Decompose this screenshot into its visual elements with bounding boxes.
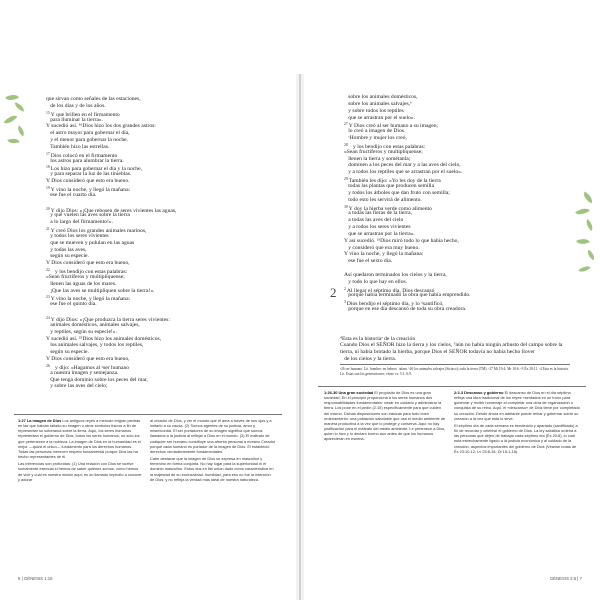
verse-text: que sirvan como señales de las estaciones,	[46, 96, 141, 102]
verse-text: a todas las fieras de la tierra,	[344, 210, 413, 217]
commentary-body: El descanso de Dios en el día séptimo refleja una idea tradicional de los reyes «sentados en un trono para gobernar y recibir homenaje al completar una obra de organización o conquista de su reino. Aquí, el «descanso» de Dios tiene por completado su creación. Desde ahora en adelante puede reinar y gobernar sobre su creación a la vez que esta lo sirve.	[454, 390, 580, 421]
leaf-icon	[5, 91, 19, 103]
verse-text: Y Dios consideró que esto era bueno.	[46, 178, 130, 185]
verse-text: Y que brillen en el firmamento	[50, 111, 120, 118]
verse-line	[344, 217, 471, 224]
page-folio: 6 | GÉNESIS 1:15	[18, 576, 53, 581]
verse-number: 29	[344, 177, 348, 182]
verse-number: 28	[344, 142, 348, 147]
commentary-column-2	[454, 390, 580, 456]
verse-text: Los hizo para gobernar el día y la noche,	[50, 166, 142, 173]
verse-text: Dios bendijo el séptimo día, y lo ᵈsantificó,	[346, 301, 444, 308]
verse-text: Y así sucedió. ³¹Dios miró todo lo que había hecho,	[344, 237, 459, 244]
leaf-icon	[13, 102, 25, 111]
verse-line	[46, 342, 176, 349]
verse-line	[344, 121, 471, 128]
verse-text: el astro mayor para gobernar el día,	[46, 130, 130, 137]
commentary-rule	[318, 386, 586, 387]
verse-text: y a todos los reptiles que se arrastran por el suelo».	[344, 169, 463, 176]
verse-text: a todas las aves del cielo	[344, 217, 404, 224]
verse-line	[46, 253, 176, 260]
commentary-paragraph	[18, 418, 142, 459]
verse-number: 23	[46, 295, 50, 300]
verse-text: También hizo las estrellas.	[46, 143, 110, 150]
commentary-column-1	[324, 390, 446, 444]
verse-line	[344, 231, 471, 238]
verse-text: También les dijo: «Yo les doy de la tierra	[348, 178, 441, 185]
verse-text: Y Dios consideró que esto era bueno,	[46, 260, 130, 267]
verse-line	[46, 356, 176, 363]
verse-text: Dios colocó en el firmamento	[50, 152, 118, 159]
verse-text: y sobre todos los reptiles	[344, 107, 404, 114]
verse-line	[344, 279, 471, 286]
verse-text: ese fue el quinto día.	[46, 301, 97, 308]
verse-block	[344, 94, 471, 313]
verse-text: animales domésticos, animales salvajes,	[46, 321, 140, 328]
leaf-icon	[15, 125, 27, 136]
verse-text: todas las plantas que producen semilla	[344, 182, 435, 189]
verse-number: 26	[46, 363, 50, 368]
verse-text: porque había terminado la obra que había emprendido.	[344, 292, 471, 299]
verse-number: 19	[46, 185, 50, 190]
verse-text: y reptiles, según su especie!».	[46, 328, 117, 335]
leaf-icon	[578, 263, 590, 275]
verse-block	[46, 96, 176, 390]
verse-line	[344, 224, 471, 231]
verse-line	[344, 149, 471, 156]
verse-text: ᶜHombre y mujer los creó,	[344, 135, 407, 142]
verse-text: dominen a los peces del mar y a las aves del cielo,	[344, 162, 461, 169]
commentary-body: Las inferencias son profundas: (1) Una relación con Dios se vuelve sumamente esencial si hemos de saber quiénes somos, cómo hemos de vivir y cuál es nuestra misión aquí; es un llamado implícito a conocer y adorar	[18, 461, 142, 482]
intro-line: de los cielos y la tierra.	[340, 356, 397, 363]
vine-illustration	[574, 194, 600, 284]
verse-number: 18	[46, 165, 50, 170]
verse-number: 21	[46, 227, 50, 232]
intro-line: ⁴Esta es la historiaᵉ de la creación	[340, 335, 416, 342]
verse-text: que se mueven y pululan en las aguas	[46, 239, 135, 246]
verse-line	[344, 115, 471, 122]
commentary-paragraph	[454, 423, 580, 454]
leaf-icon	[575, 205, 590, 218]
verse-line	[344, 265, 471, 272]
verse-text: que se arrastran por el suelo».	[344, 114, 415, 121]
verse-line	[46, 288, 176, 295]
leaf-icon	[583, 219, 595, 231]
verse-line	[344, 162, 471, 169]
verse-line	[46, 178, 176, 185]
verse-line	[46, 240, 176, 247]
verse-text: Que tenga dominio sobre los peces del mar,	[46, 376, 148, 383]
verse-line	[46, 370, 176, 377]
verse-number: 30	[344, 204, 348, 209]
verse-line	[344, 135, 471, 142]
verse-text: sobre los animales domésticos,	[344, 94, 418, 100]
verse-line	[46, 349, 176, 356]
verse-text: de los días y de los años.	[46, 102, 106, 109]
verse-text: y a todos los seres vivientes	[344, 224, 411, 231]
verse-text: Y vino la noche, y llegó la mañana:	[50, 296, 131, 303]
verse-number: 2	[344, 286, 346, 291]
gutter-fold	[299, 74, 301, 600]
verse-text: y sobre las aves del cielo;	[46, 383, 108, 390]
verse-line	[46, 185, 176, 192]
commentary-paragraph	[324, 390, 446, 442]
verse-text: Y creó Dios los grandes animales marinos,	[50, 228, 147, 235]
verse-line	[344, 299, 471, 306]
verse-line	[344, 197, 471, 204]
verse-line	[46, 315, 176, 322]
verse-line	[344, 286, 471, 293]
verse-text: «Sean fructíferos y multiplíquense;	[46, 273, 125, 280]
verse-line	[46, 158, 176, 165]
verse-line	[344, 176, 471, 183]
verse-text: y que vuelen las aves sobre la tierra	[46, 212, 130, 219]
verse-text: Y doy la hierba verde como alimento	[348, 205, 432, 212]
commentary-paragraph	[150, 456, 276, 482]
verse-text: los astros para alumbrar la tierra.	[46, 157, 124, 164]
verse-line	[46, 130, 176, 137]
verse-text: y dijo: «Hagamos al ᵃser humano	[50, 364, 130, 371]
verse-text: Al llegar el séptimo día, Dios descansó	[346, 287, 435, 294]
verse-text: y todo lo que hay en ellos.	[344, 278, 408, 285]
verse-text: para iluminar la tierra».	[46, 116, 103, 123]
verse-number: 15	[46, 110, 50, 115]
verse-line	[46, 171, 176, 178]
verse-text: Y sucedió así. ²⁵Dios hizo los animales domésticos,	[46, 335, 162, 342]
verse-line	[344, 190, 471, 197]
verse-text: Y vino la noche, y llegó la mañana:	[50, 186, 131, 193]
verse-number: 3	[344, 300, 346, 305]
verse-text: y los bendijo con estas palabras:	[348, 143, 426, 150]
leaf-icon	[7, 136, 19, 145]
commentary-body: al creador de Dios, y ver el mundo que él ama a través de sus ojos y a imitarlo a su causa. (2) Somos agentes de su justicia, amor y misericordia. El ser portadores de su imagen significa que somos llamados a la justicia al reflejar a Dios en el mundo. (3) El maltrato de cualquier ser humano constituye una afrenta personal a nuestro Creador porque cada humano es portador de la imagen de Dios. Él estableció derechos verdaderamente fundamentales.	[150, 418, 276, 454]
verse-text: y los bendijo con estas palabras:	[50, 269, 128, 276]
verse-line	[46, 226, 176, 233]
verse-text: que se arrastran por la tierra».	[344, 230, 415, 237]
top-background	[0, 0, 600, 74]
commentary-column-1	[18, 418, 142, 484]
left-page	[0, 74, 296, 600]
commentary-heading: 1:27 La imagen de Dios	[18, 418, 62, 423]
verse-line	[344, 156, 471, 163]
verse-line	[46, 247, 176, 254]
verse-text: Y Dios consideró que esto era bueno,	[46, 356, 130, 363]
verse-text: Y dijo Dios: «¡Que produzca la tierra seres vivientes:	[50, 317, 170, 323]
footnotes: ᵃ26 ser humano. Lit. hombre; en hebreo ʾadam. ᵇ26 los animales salvajes (Siríaco); toda la tierra (TM). ᶜ27 Mt 19:4; Mr 10:6. ᵈ3 Éx 20:11. ᵉ4 Esta es la historia. Lit. Estas son las generaciones; véase vv. 5:1; 6:9.	[340, 367, 569, 376]
verse-line	[344, 108, 471, 115]
book-gutter	[296, 74, 304, 600]
verse-text: Así quedaron terminados los cielos y la tierra,	[344, 271, 447, 278]
verse-number: 27	[344, 122, 348, 127]
verse-text: lo creó a imagen de Dios.	[344, 128, 406, 135]
verse-line	[46, 199, 176, 206]
verse-line	[46, 219, 176, 226]
verse-text: y el menor para gobernar la noche.	[46, 137, 129, 144]
verse-line	[46, 308, 176, 315]
verse-line	[46, 151, 176, 158]
verse-line	[46, 329, 176, 336]
verse-text: sobre los animales salvajes,ᵇ	[344, 100, 412, 107]
verse-text: Y dijo Dios: «¡Que rebosen de seres vivientes las aguas,	[50, 207, 177, 214]
verse-line	[46, 377, 176, 384]
leaf-icon	[4, 112, 18, 126]
verse-line	[344, 169, 471, 176]
verse-text: llenen las aguas de los mares.	[46, 280, 117, 287]
commentary-body: El propósito de Dios es una gran sociedad. En el principio proporciona a los seres humanos dos responsabilidades fundamentales: cesar en cuidado y administrar la tierra. Los pone en el jardín (2:15) específicamente para que cuiden del mismo. Dichas disposiciones son básicas para todo buen ordenamiento: una población saludable que usa el medio ambiente de manera productiva a la vez que lo protege y conserva. Aquí no hay justificación para el maltrato del medio ambiente. Le pertenece a Dios, quien lo hizo y lo declaró bueno aun antes de que los humanos aparecieran en escena.	[324, 390, 446, 442]
verse-text: y consideró que era muy bueno.	[344, 244, 420, 251]
verse-line	[344, 94, 471, 101]
verse-line	[46, 336, 176, 343]
commentary-body: El séptimo día de cada semana es bendecido y apartado (santificado) a fin de recordar y celebrar el gobierno de Dios. La ley sabática ordena a las personas que dejen de trabajar cada séptimo día (Éx 20:8), lo cual está estrechamente ligado a la justicia económica y al cuidado de la creación, aspectos importantes del gobierno de Dios (Véanse notas de Éx 23:10-12; Lv 25:8-34; Dt 15:1-18).	[454, 422, 578, 454]
verse-line	[46, 363, 176, 370]
commentary-rule	[14, 414, 282, 415]
vine-illustration	[0, 94, 30, 174]
leaf-icon	[581, 191, 595, 203]
verse-line	[46, 103, 176, 110]
verse-line	[46, 267, 176, 274]
commentary-column-2	[150, 418, 276, 484]
verse-text: ese fue el sexto día.	[344, 258, 393, 265]
verse-number: 22	[46, 268, 50, 273]
verse-line	[46, 96, 176, 103]
verse-text: ese fue el cuarto día.	[46, 191, 97, 198]
verse-number: 17	[46, 151, 50, 156]
chapter-number: 2	[330, 285, 337, 300]
verse-text: Y Dios creó al ser humano a su imagen;	[348, 123, 439, 130]
verse-line	[46, 274, 176, 281]
verse-line	[46, 383, 176, 390]
commentary-body: Cabe destacar que la imagen de Dios se expresa en masculino y femenino en forma conjunta. No hay lugar para la superioridad ni el dominio masculino. Estos dos en fiel unión dado como característica en la majestad de su exclusividad, humildad, para eso no fue la intención de Dios, y no refleja la verdad más ideal de nuestra naturaleza.	[150, 456, 274, 482]
verse-line	[46, 110, 176, 117]
commentary-paragraph	[18, 461, 142, 482]
verse-line	[344, 245, 471, 252]
verse-line	[344, 101, 471, 108]
verse-number: 24	[46, 316, 50, 320]
leaf-icon	[585, 250, 597, 261]
verse-line	[46, 260, 176, 267]
commentary-heading: 2:2-3 Descanso y gobierno	[454, 390, 504, 395]
verse-text: según su especie.	[46, 349, 89, 356]
verse-line	[344, 258, 471, 265]
footnote-rule	[340, 364, 570, 365]
verse-line	[344, 210, 471, 217]
leaf-icon	[576, 236, 590, 247]
verse-text: los animales salvajes, y todos los reptiles,	[46, 342, 144, 349]
verse-line	[46, 164, 176, 171]
verse-text: Y sucedió así. ¹⁶Dios hizo los dos grandes astros:	[46, 123, 156, 130]
verse-text: Y vino la noche, y llegó la mañana:	[344, 251, 424, 258]
page-folio: GÉNESIS 2:5 | 7	[549, 576, 582, 581]
verse-text: a nuestra imagen y semejanza.	[46, 369, 119, 376]
commentary-body: Los antiguos reyes a menudo erigían piedras en las que habían tallado su imagen u otros símbolos físicos a fin de representar su soberanía sobre la tierra. Aquí, los seres humanos representan el gobierno de Dios, todos los seres humanos, no solo los que pertenecen a la nobleza. La imagen de Dios en la humanidad es el mejor —quizá el único— fundamento para los derechos humanos. Todas las personas merecen respeto fundamental porque Dios las ha hecho representantes de él.	[18, 418, 141, 460]
verse-text: llenen la tierra y sométanla;	[344, 155, 411, 162]
verse-text: porque en ese día descansó de toda su obra creadora.	[344, 306, 467, 313]
verse-text: a lo largo del firmamento!».	[46, 219, 114, 226]
commentary-heading: 1:26-30 Una gran sociedad	[324, 390, 374, 395]
continuing-paragraph: Cuando Dios el SEÑOR hizo la tierra y los cielos, ⁵aún no había ningún arbusto del campo sobre la tierra, ni había brotado la hierba, porque Dios el SEÑOR todavía no había hecho llover	[340, 342, 563, 355]
verse-text: y todos los seres vivientes	[46, 232, 109, 239]
verse-line	[344, 142, 471, 149]
verse-text: «Sean fructíferos y multiplíquense;	[344, 148, 423, 155]
verse-text: ¡Que las aves se multipliquen sobre la tierra!».	[46, 287, 155, 294]
verse-text: y para separar la luz de las tinieblas.	[46, 171, 132, 178]
commentary-paragraph	[150, 418, 276, 454]
verse-line	[344, 238, 471, 245]
verse-line	[344, 272, 471, 279]
commentary-paragraph	[454, 390, 580, 421]
verse-line	[344, 292, 471, 299]
verse-line	[344, 306, 471, 313]
verse-line	[46, 123, 176, 130]
right-page	[304, 74, 600, 600]
verse-text: y todos los árboles que dan fruto con semilla;	[344, 189, 450, 196]
verse-line	[344, 183, 471, 190]
verse-line	[46, 206, 176, 213]
verse-line	[46, 144, 176, 151]
verse-line	[46, 137, 176, 144]
verse-text: todo esto les servirá de alimento.	[344, 196, 422, 203]
verse-number: 20	[46, 206, 50, 211]
verse-text: y todas las aves,	[46, 246, 87, 253]
verse-text: según su especie.	[46, 253, 89, 260]
verse-line	[46, 281, 176, 288]
